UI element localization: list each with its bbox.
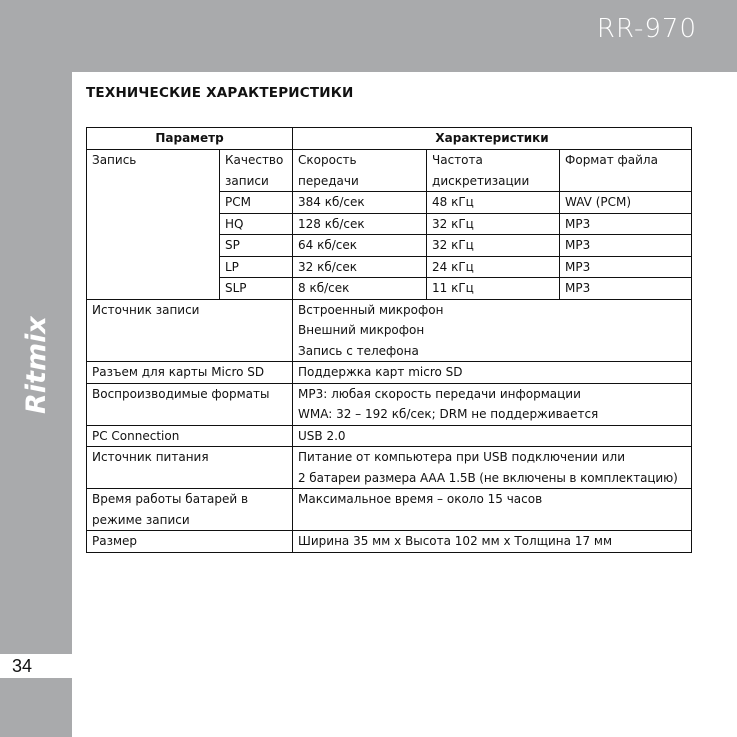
- format-label: Формат файла: [560, 150, 692, 192]
- header-parameter: Параметр: [87, 128, 293, 150]
- mode-freq: 32 кГц: [427, 235, 560, 257]
- value-cell: Ширина 35 мм х Высота 102 мм х Толщина 17 мм: [293, 531, 692, 553]
- table-row: [87, 447, 692, 489]
- mode-quality: LP: [220, 256, 293, 278]
- mode-speed: 64 кб/сек: [293, 235, 427, 257]
- table-row: [87, 489, 692, 531]
- mode-freq: 24 кГц: [427, 256, 560, 278]
- mode-quality: HQ: [220, 213, 293, 235]
- quality-label: Качество записи: [220, 150, 293, 192]
- mode-format: MP3: [560, 235, 692, 257]
- mode-freq: 48 кГц: [427, 192, 560, 214]
- recording-label: Запись: [87, 150, 220, 300]
- ritmix-logo: [18, 316, 52, 416]
- freq-label: Частота дискретизации: [427, 150, 560, 192]
- page-number: 34: [12, 656, 33, 676]
- table-header-row: [87, 128, 692, 150]
- param-cell: Размер: [87, 531, 293, 553]
- brand-text: Ritmix: [21, 316, 52, 414]
- param-cell: Источник записи: [87, 299, 293, 362]
- value-cell: USB 2.0: [293, 425, 692, 447]
- speed-label: Скорость передачи: [293, 150, 427, 192]
- param-cell: Время работы батарей в режиме записи: [87, 489, 293, 531]
- table-row: [87, 299, 692, 362]
- table-row: [87, 531, 692, 553]
- param-cell: Разъем для карты Micro SD: [87, 362, 293, 384]
- mode-format: MP3: [560, 278, 692, 300]
- param-cell: PC Connection: [87, 425, 293, 447]
- mode-speed: 128 кб/сек: [293, 213, 427, 235]
- value-cell: Встроенный микрофон Внешний микрофон Запись с телефона: [293, 299, 692, 362]
- table-row: [87, 425, 692, 447]
- value-cell: Поддержка карт micro SD: [293, 362, 692, 384]
- mode-freq: 11 кГц: [427, 278, 560, 300]
- table-row: [87, 150, 692, 192]
- value-cell: Питание от компьютера при USB подключении или 2 батареи размера AAA 1.5В (не включены в комплектацию): [293, 447, 692, 489]
- param-cell: Источник питания: [87, 447, 293, 489]
- mode-format: MP3: [560, 213, 692, 235]
- mode-speed: 8 кб/сек: [293, 278, 427, 300]
- mode-speed: 384 кб/сек: [293, 192, 427, 214]
- mode-freq: 32 кГц: [427, 213, 560, 235]
- mode-quality: SP: [220, 235, 293, 257]
- param-cell: Воспроизводимые форматы: [87, 383, 293, 425]
- mode-format: WAV (PCM): [560, 192, 692, 214]
- page-number-box: [0, 654, 72, 678]
- mode-format: MP3: [560, 256, 692, 278]
- specs-table: [86, 127, 692, 553]
- table-row: [87, 362, 692, 384]
- mode-quality: PCM: [220, 192, 293, 214]
- value-cell: MP3: любая скорость передачи информации WMA: 32 – 192 кб/сек; DRM не поддерживается: [293, 383, 692, 425]
- header-characteristics: Характеристики: [293, 128, 692, 150]
- table-row: [87, 383, 692, 425]
- value-cell: Максимальное время – около 15 часов: [293, 489, 692, 531]
- mode-speed: 32 кб/сек: [293, 256, 427, 278]
- mode-quality: SLP: [220, 278, 293, 300]
- page-title: ТЕХНИЧЕСКИЕ ХАРАКТЕРИСТИКИ: [86, 85, 354, 101]
- model-name: RR-970: [596, 14, 697, 44]
